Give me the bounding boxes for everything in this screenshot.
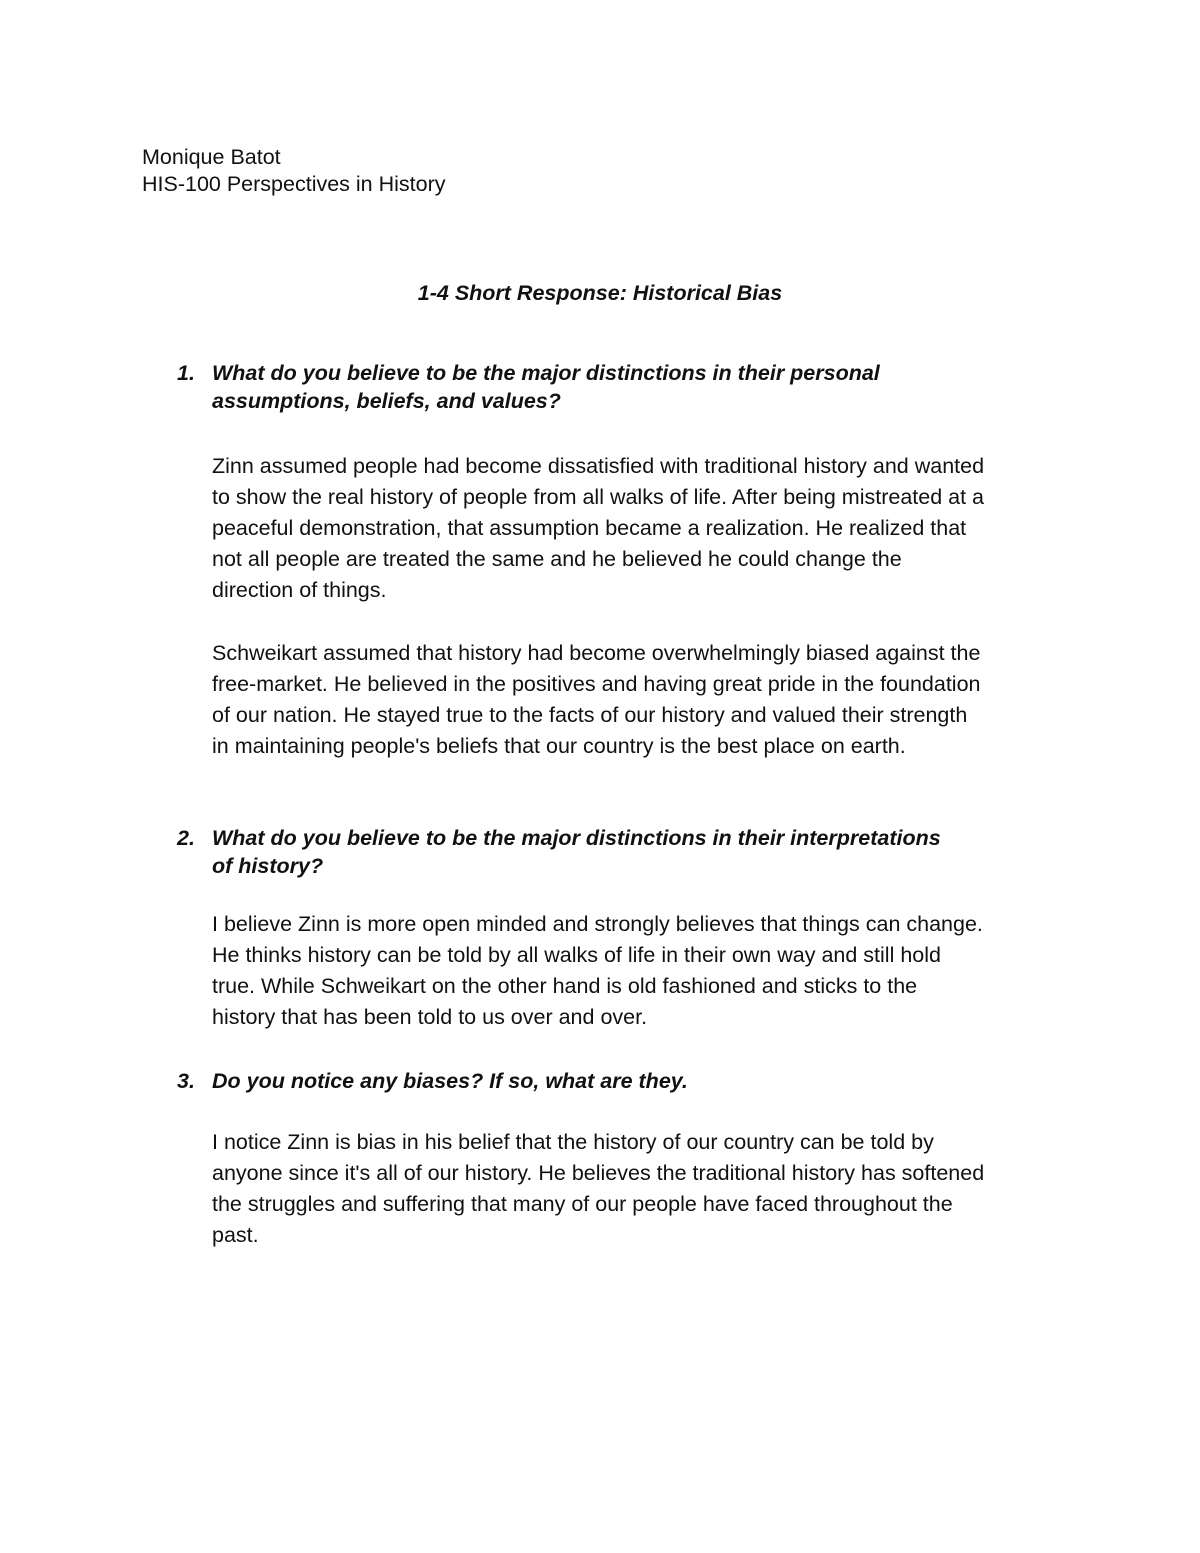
question-3-text xyxy=(212,1067,1072,1095)
answer-line: not all people are treated the same and he believed he could change the xyxy=(212,547,902,571)
question-line: Do you notice any biases? If so, what are they. xyxy=(212,1069,688,1093)
question-2-text xyxy=(212,824,1072,880)
answer-line: free-market. He believed in the positives and having great pride in the foundation xyxy=(212,672,981,696)
question-line: of history? xyxy=(212,854,324,878)
question-line: What do you believe to be the major distinctions in their personal xyxy=(212,361,880,385)
answer-line: anyone since it's all of our history. He believes the traditional history has softened xyxy=(212,1161,985,1185)
answer-line: I notice Zinn is bias in his belief that the history of our country can be told by xyxy=(212,1130,934,1154)
answer-1a xyxy=(212,451,1072,606)
author-name: Monique Batot xyxy=(142,145,281,169)
answer-line: Zinn assumed people had become dissatisfied with traditional history and wanted xyxy=(212,454,985,478)
answer-2 xyxy=(212,909,1072,1033)
question-2-number: 2. xyxy=(177,826,195,850)
answer-line: to show the real history of people from all walks of life. After being mistreated at a xyxy=(212,485,984,509)
answer-line: the struggles and suffering that many of our people have faced throughout the xyxy=(212,1192,953,1216)
question-3-number: 3. xyxy=(177,1069,195,1093)
answer-1b xyxy=(212,638,1072,762)
answer-line: of our nation. He stayed true to the facts of our history and valued their strength xyxy=(212,703,968,727)
answer-line: Schweikart assumed that history had become overwhelmingly biased against the xyxy=(212,641,981,665)
question-line: What do you believe to be the major distinctions in their interpretations xyxy=(212,826,941,850)
answer-line: He thinks history can be told by all walks of life in their own way and still hold xyxy=(212,943,941,967)
answer-line: true. While Schweikart on the other hand is old fashioned and sticks to the xyxy=(212,974,918,998)
answer-line: in maintaining people's beliefs that our country is the best place on earth. xyxy=(212,734,906,758)
answer-line: past. xyxy=(212,1223,259,1247)
answer-3 xyxy=(212,1127,1072,1251)
question-1-number: 1. xyxy=(177,361,195,385)
answer-line: history that has been told to us over and over. xyxy=(212,1005,648,1029)
question-1-text xyxy=(212,359,1072,415)
answer-line: peaceful demonstration, that assumption became a realization. He realized that xyxy=(212,516,967,540)
question-line: assumptions, beliefs, and values? xyxy=(212,389,561,413)
course-name: HIS-100 Perspectives in History xyxy=(142,172,446,196)
document-title: 1-4 Short Response: Historical Bias xyxy=(417,281,783,305)
answer-line: I believe Zinn is more open minded and strongly believes that things can change. xyxy=(212,912,983,936)
answer-line: direction of things. xyxy=(212,578,387,602)
